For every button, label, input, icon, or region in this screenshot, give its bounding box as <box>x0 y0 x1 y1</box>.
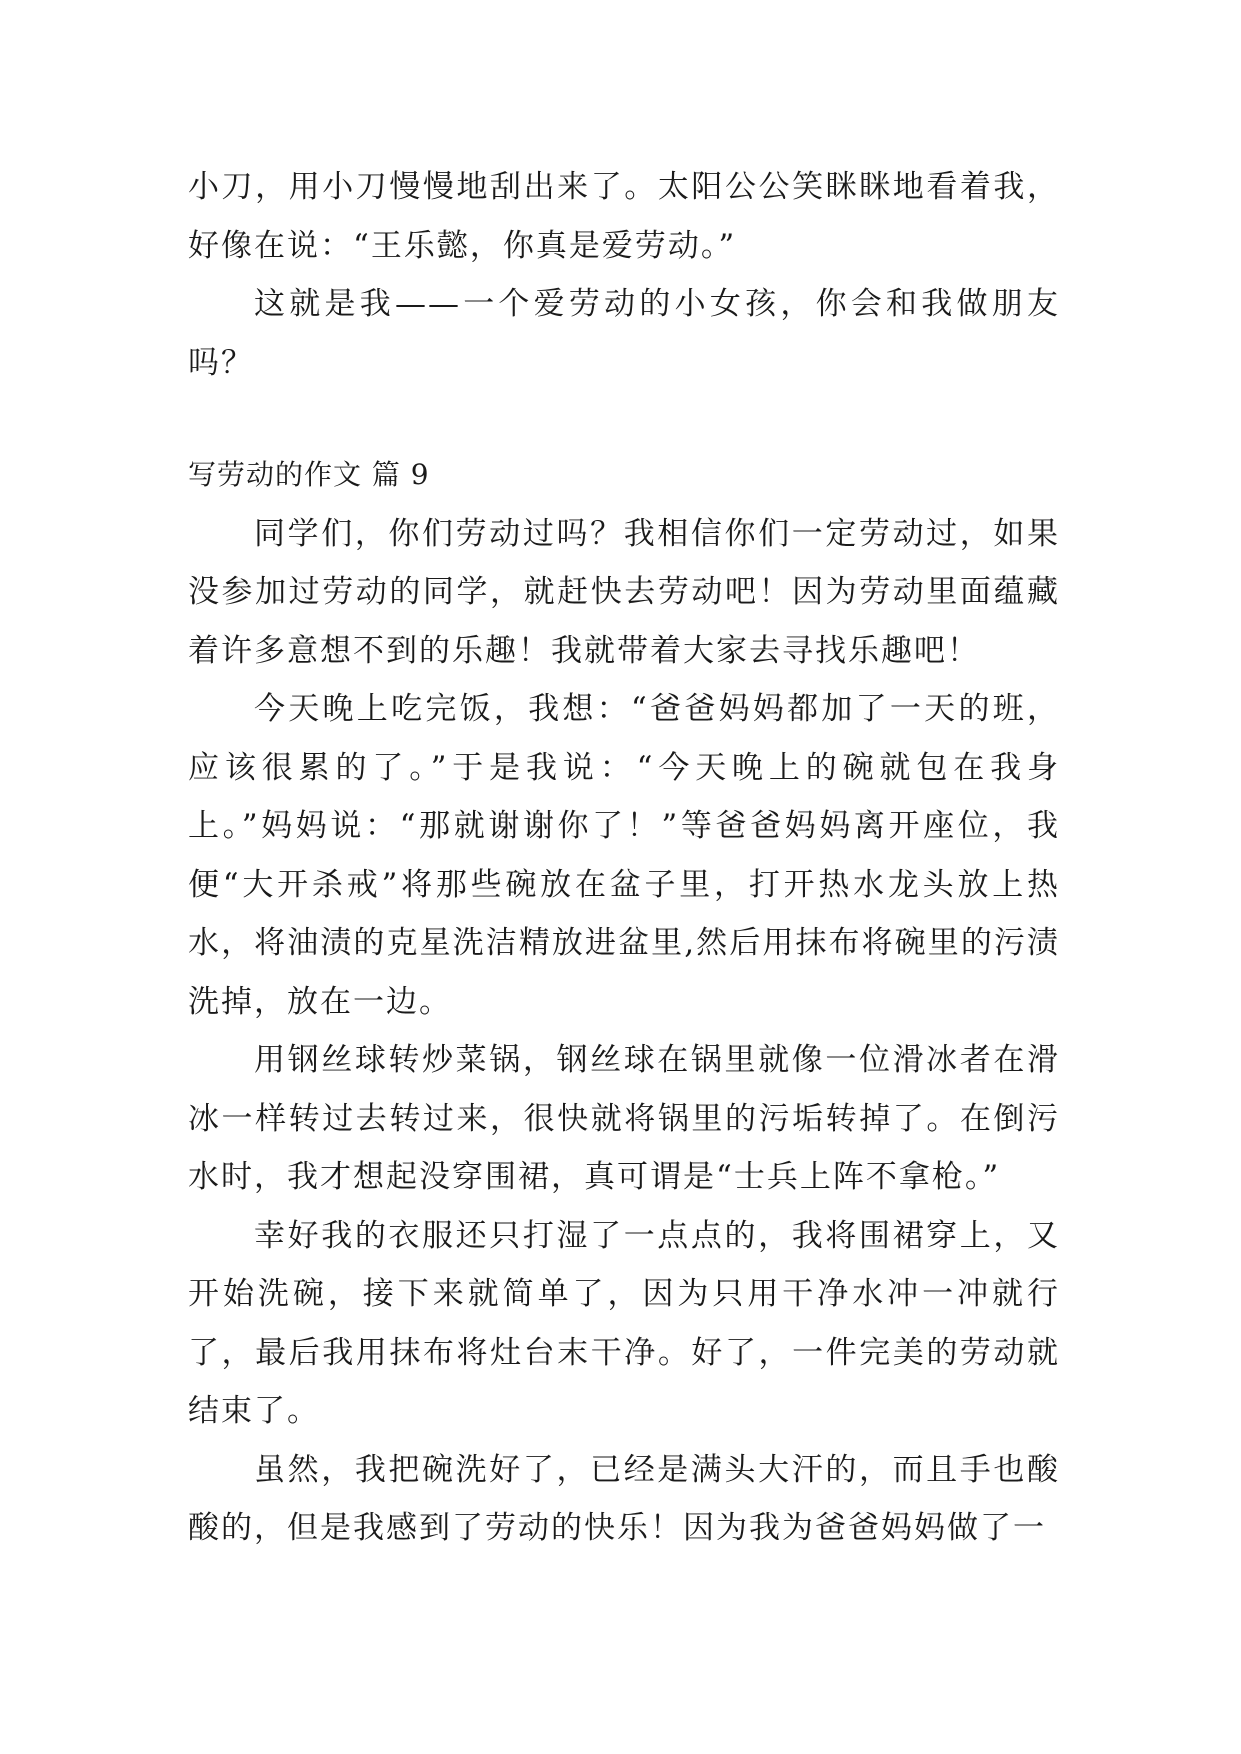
document-page <box>188 158 1060 1558</box>
body-paragraph-3: 用钢丝球转炒菜锅，钢丝球在锅里就像一位滑冰者在滑冰一样转过去转过来，很快就将锅里的污垢转掉了。在倒污水时，我才想起没穿围裙，真可谓是“士兵上阵不拿枪。” <box>188 1042 1060 1195</box>
body-paragraph-2: 今天晚上吃完饭，我想：“爸爸妈妈都加了一天的班，应该很累的了。”于是我说：“今天晚上的碗就包在我身上。”妈妈说：“那就谢谢你了！”等爸爸妈妈离开座位，我便“大开杀戒”将那些碗放在盆子里，打开热水龙头放上热水，将油渍的克星洗洁精放进盆里,然后用抹布将碗里的污渍洗掉，放在一边。 <box>188 691 1060 1020</box>
body-paragraph-1: 同学们，你们劳动过吗？我相信你们一定劳动过，如果没参加过劳动的同学，就赶快去劳动吧！因为劳动里面蕴藏着许多意想不到的乐趣！我就带着大家去寻找乐趣吧！ <box>188 515 1060 669</box>
body-paragraph-5: 虽然，我把碗洗好了，已经是满头大汗的，而且手也酸酸的，但是我感到了劳动的快乐！因为我为爸爸妈妈做了一 <box>188 1451 1060 1546</box>
body-paragraph-4: 幸好我的衣服还只打湿了一点点的，我将围裙穿上，又开始洗碗，接下来就简单了，因为只用干净水冲一冲就行了，最后我用抹布将灶台末干净。好了，一件完美的劳动就结束了。 <box>188 1217 1060 1429</box>
section-title: 写劳动的作文 篇 9 <box>188 458 430 491</box>
section-spacer <box>188 392 1060 446</box>
closing-paragraph: 这就是我——一个爱劳动的小女孩，你会和我做朋友吗？ <box>188 286 1060 381</box>
continued-paragraph: 小刀，用小刀慢慢地刮出来了。太阳公公笑眯眯地看着我，好像在说：“王乐懿，你真是爱劳动。” <box>188 169 1060 264</box>
